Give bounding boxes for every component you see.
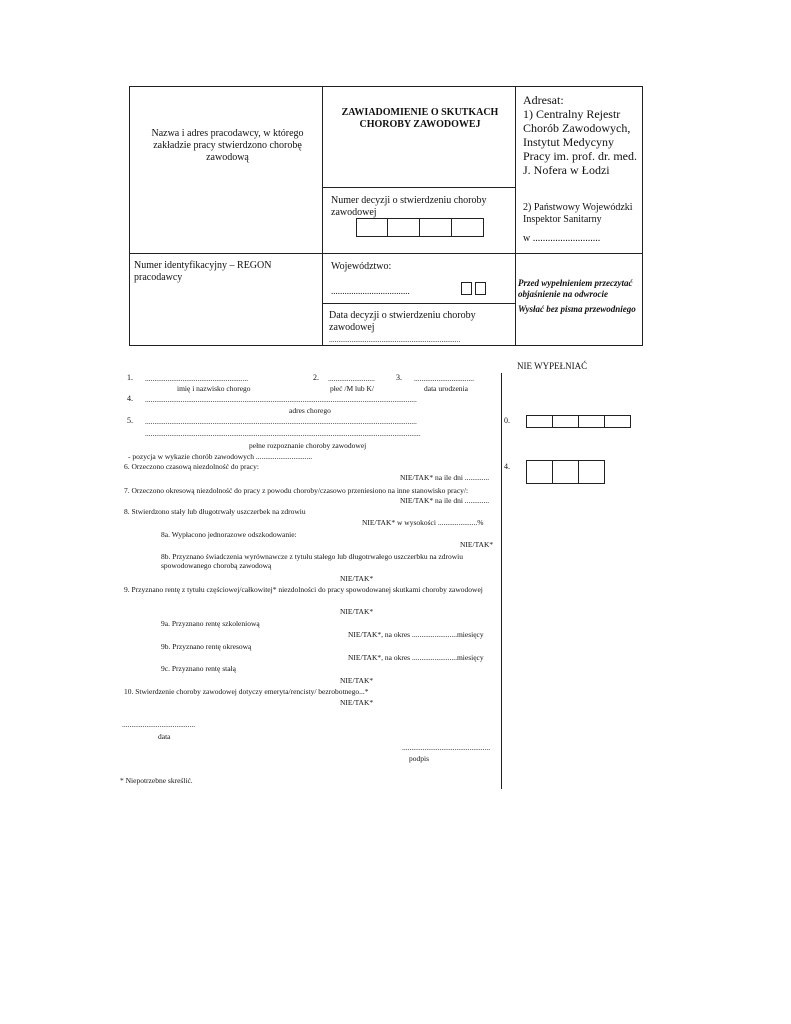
q8-label: 8. Stwierdzono stały lub długotrwały uszczerbek na zdrowiu: [124, 507, 306, 516]
birth-date-field[interactable]: ................................: [414, 374, 474, 383]
instruction-send: Wysłać bez pisma przewodniego: [518, 304, 636, 314]
name-field[interactable]: .......................................................: [145, 374, 249, 383]
q9a-label: 9a. Przyznano rentę szkoleniową: [161, 619, 260, 628]
q6-label: 6. Orzeczono czasową niezdolność do pracy:: [124, 462, 259, 471]
q9b-answer[interactable]: NIE/TAK*, na okres ........................miesięcy: [348, 653, 484, 662]
side-divider: [501, 373, 502, 789]
date-label: data: [158, 732, 171, 741]
addressee-2: 2) Państwowy Wojewódzki Inspektor Sanitarny: [523, 202, 633, 225]
voivodeship-dots: ...................................: [331, 286, 410, 296]
q8b-answer[interactable]: NIE/TAK*: [340, 574, 374, 583]
decision-date-dots: ......................................................................: [329, 335, 461, 344]
item-1-number: 1.: [127, 373, 133, 382]
item-4-number: 4.: [127, 394, 133, 403]
instruction-read: Przed wypełnieniem przeczytać objaśnienie na odwrocie: [518, 278, 633, 299]
diagnosis-field-2[interactable]: ...................................................................................................................................................: [145, 429, 421, 438]
q9b-label: 9b. Przyznano rentę okresową: [161, 642, 252, 651]
nie-wypelniac-label: NIE WYPEŁNIAĆ: [517, 361, 588, 371]
decision-number-cells[interactable]: [357, 218, 484, 237]
q6-answer[interactable]: NIE/TAK* na ile dni .............: [400, 473, 490, 482]
field-4-label: 4.: [504, 462, 510, 471]
diagnosis-field[interactable]: .................................................................................................................................................: [145, 417, 417, 426]
field-4-cells[interactable]: [527, 460, 605, 484]
voivodeship-cell[interactable]: [475, 282, 486, 295]
footnote: * Niepotrzebne skreślić.: [120, 776, 193, 785]
birth-date-caption: data urodzenia: [424, 384, 468, 393]
voivodeship-label: Województwo:: [331, 261, 392, 272]
item-3-number: 3.: [396, 373, 402, 382]
signature-field[interactable]: ...............................................: [402, 743, 491, 752]
q8b-label: 8b. Przyznano świadczenia wyrównawcze z tytułu stałego lub długotrwałego uszczerbku na zdrowiu spowodowanego chorobą zawodową: [161, 552, 463, 570]
signature-label: podpis: [409, 754, 430, 763]
regon-label: Numer identyfikacyjny – REGON pracodawcy: [134, 260, 272, 283]
q9a-answer[interactable]: NIE/TAK*, na okres ........................miesięcy: [348, 630, 484, 639]
disease-list-position: - pozycja w wykazie chorób zawodowych ..............................: [128, 452, 313, 461]
divider: [322, 86, 323, 346]
addressee-2-w: w ...........................: [523, 233, 601, 244]
divider: [322, 187, 515, 188]
employer-name-label: Nazwa i adres pracodawcy, w którego zakładzie pracy stwierdzono chorobę zawodową: [151, 128, 304, 163]
q7-answer[interactable]: NIE/TAK* na ile dni .............: [400, 496, 490, 505]
addressee-1: 1) Centralny Rejestr Chorób Zawodowych, Instytut Medycyny Pracy im. prof. dr. med. J. Nofera w Łodzi: [523, 107, 637, 177]
sex-caption: płeć /M lub K/: [330, 384, 374, 393]
q7-label: 7. Orzeczono okresową niezdolność do pracy z powodu choroby/czasowo przeniesiono na inne stanowisko pracy/:: [124, 486, 469, 495]
name-caption: imię i nazwisko chorego: [177, 384, 251, 393]
addressee-label: Adresat:: [523, 93, 564, 107]
q10-label: 10. Stwierdzenie choroby zawodowej dotyczy emeryta/rencisty/ bezrobotnego...*: [124, 687, 369, 696]
form-title: ZAWIADOMIENIE O SKUTKACH CHOROBY ZAWODOWEJ: [341, 107, 499, 130]
q10-answer[interactable]: NIE/TAK*: [340, 698, 374, 707]
field-0-cells[interactable]: [527, 415, 631, 428]
decision-date-label: Data decyzji o stwierdzeniu choroby zawodowej: [329, 310, 476, 333]
q8a-label: 8a. Wypłacono jednorazowe odszkodowanie:: [161, 530, 297, 539]
decision-number-label: Numer decyzji o stwierdzeniu choroby zawodowej: [331, 195, 487, 218]
q9c-label: 9c. Przyznano rentę stałą: [161, 664, 236, 673]
date-field[interactable]: .......................................: [122, 720, 196, 729]
sex-field[interactable]: .........................: [328, 374, 375, 383]
item-2-number: 2.: [313, 373, 319, 382]
divider: [129, 253, 643, 254]
voivodeship-cell[interactable]: [461, 282, 472, 295]
q9-answer[interactable]: NIE/TAK*: [340, 607, 374, 616]
q8-answer[interactable]: NIE/TAK* w wysokości .....................%: [362, 518, 484, 527]
item-5-number: 5.: [127, 416, 133, 425]
q9-label: 9. Przyznano rentę z tytułu częściowej/całkowitej* niezdolności do pracy spowodowanej skutkami choroby zawodowej: [124, 585, 483, 594]
field-0-label: 0.: [504, 416, 510, 425]
diagnosis-caption: pełne rozpoznanie choroby zawodowej: [249, 441, 367, 450]
address-field[interactable]: .................................................................................................................................................: [145, 395, 417, 404]
divider: [515, 86, 516, 346]
address-caption: adres chorego: [289, 406, 331, 415]
divider: [322, 303, 515, 304]
q9c-answer[interactable]: NIE/TAK*: [340, 676, 374, 685]
q8a-answer[interactable]: NIE/TAK*: [460, 540, 494, 549]
